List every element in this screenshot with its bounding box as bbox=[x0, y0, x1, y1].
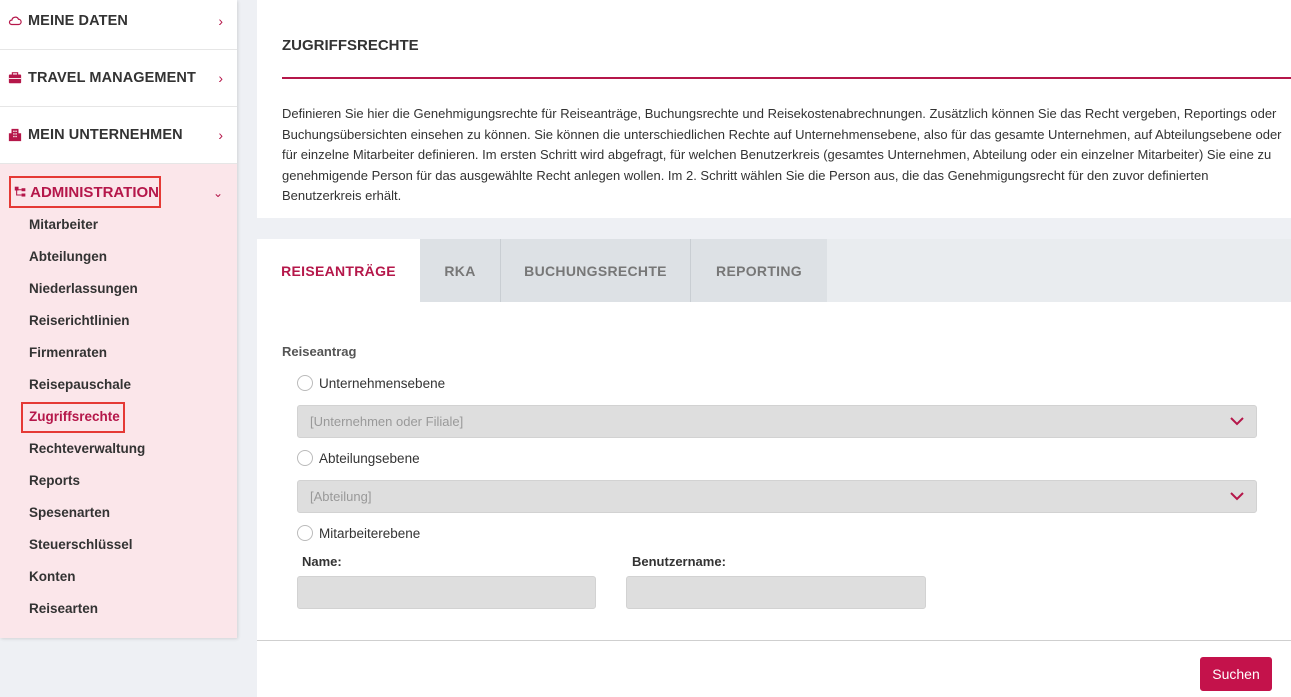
sidebar-subitem-spesenarten[interactable]: Spesenarten bbox=[29, 505, 111, 520]
name-input[interactable] bbox=[297, 576, 596, 609]
title-divider bbox=[282, 77, 1291, 79]
cloud-icon bbox=[8, 14, 22, 28]
sidebar-item-administration[interactable] bbox=[9, 176, 161, 208]
header-panel bbox=[257, 0, 1291, 218]
chevron-down-icon bbox=[1230, 489, 1244, 503]
radio-button[interactable] bbox=[297, 375, 313, 391]
radio-abteilungsebene[interactable] bbox=[297, 450, 420, 466]
radio-label: Abteilungsebene bbox=[319, 450, 420, 466]
sidebar-admin-section bbox=[0, 164, 237, 638]
department-select[interactable] bbox=[297, 480, 1257, 513]
radio-mitarbeiterebene[interactable] bbox=[297, 525, 420, 541]
sidebar-subitem-steuerschlüssel[interactable]: Steuerschlüssel bbox=[29, 537, 133, 552]
search-button[interactable]: Suchen bbox=[1200, 657, 1272, 691]
username-input[interactable] bbox=[626, 576, 926, 609]
radio-button[interactable] bbox=[297, 450, 313, 466]
company-select[interactable] bbox=[297, 405, 1257, 438]
chevron-right-icon: › bbox=[218, 127, 223, 143]
sidebar-item-label: MEINE DATEN bbox=[28, 13, 128, 29]
tab-reporting[interactable]: REPORTING bbox=[691, 239, 827, 302]
sidebar bbox=[0, 0, 237, 638]
radio-button[interactable] bbox=[297, 525, 313, 541]
sidebar-subitem-reisepauschale[interactable]: Reisepauschale bbox=[29, 377, 132, 392]
tab-content bbox=[257, 302, 1291, 697]
sidebar-subitem-rechteverwaltung[interactable]: Rechteverwaltung bbox=[29, 441, 146, 456]
tab-rka[interactable]: RKA bbox=[420, 239, 500, 302]
sidebar-subitem-mitarbeiter[interactable]: Mitarbeiter bbox=[29, 217, 99, 232]
select-placeholder: [Unternehmen oder Filiale] bbox=[310, 414, 464, 429]
sidebar-item-label: ADMINISTRATION bbox=[30, 183, 159, 201]
chevron-right-icon: › bbox=[218, 70, 223, 86]
sidebar-subitem-zugriffsrechte[interactable]: Zugriffsrechte bbox=[29, 409, 120, 424]
tab-reiseantraege[interactable]: REISEANTRÄGE bbox=[257, 239, 420, 302]
section-label: Reiseantrag bbox=[282, 344, 357, 359]
sidebar-item-meine-daten[interactable] bbox=[0, 0, 237, 50]
sidebar-subitem-reports[interactable]: Reports bbox=[29, 473, 81, 488]
radio-label: Mitarbeiterebene bbox=[319, 525, 421, 541]
briefcase-icon bbox=[8, 71, 22, 85]
form-divider bbox=[257, 640, 1291, 641]
radio-unternehmensebene[interactable] bbox=[297, 375, 445, 391]
sidebar-item-travel-management[interactable] bbox=[0, 50, 237, 107]
page-title: ZUGRIFFSRECHTE bbox=[282, 37, 419, 54]
sidebar-item-label: MEIN UNTERNEHMEN bbox=[28, 127, 183, 143]
select-placeholder: [Abteilung] bbox=[310, 489, 372, 504]
sidebar-item-label: TRAVEL MANAGEMENT bbox=[28, 70, 196, 86]
sidebar-subitem-abteilungen[interactable]: Abteilungen bbox=[29, 249, 107, 264]
radio-label: Unternehmensebene bbox=[319, 375, 446, 391]
chevron-down-icon[interactable]: ⌄ bbox=[212, 186, 223, 200]
tab-bar bbox=[257, 239, 1291, 302]
chevron-down-icon bbox=[1230, 414, 1244, 428]
sidebar-subitem-reisearten[interactable]: Reisearten bbox=[29, 601, 99, 616]
page-description: Definieren Sie hier die Genehmigungsrechte für Reiseanträge, Buchungsrechte und Reisekostenabrechnungen. Zusätzlich können Sie das Recht vergeben, Reportings oder Buchungsübersichten einsehen zu können. Sie können die unterschiedlichen Rechte auf Unternehmensebene, also für das gesamte Unternehmen, auf Abteilungsebene oder für einzelne Mitarbeiter definieren. Im ersten Schritt wird abgefragt, für welchen Benutzerkreis (gesamtes Unternehmen, Abteilung oder ein einzelner Mitarbeiter) Sie eine zu genehmigende Person für das ausgewählte Recht anlegen wollen. Im 2. Schritt wählen Sie die Person aus, die das Genehmigungsrecht für den zuvor definierten Benutzerkreis erhält. bbox=[282, 106, 1282, 203]
sidebar-subitem-reiserichtlinien[interactable]: Reiserichtlinien bbox=[29, 313, 130, 328]
name-label: Name: bbox=[302, 554, 342, 569]
org-chart-icon bbox=[14, 185, 26, 199]
sidebar-subitem-niederlassungen[interactable]: Niederlassungen bbox=[29, 281, 138, 296]
username-label: Benutzername: bbox=[632, 554, 726, 569]
tab-buchungsrechte[interactable]: BUCHUNGSRECHTE bbox=[501, 239, 690, 302]
chevron-right-icon: › bbox=[218, 13, 223, 29]
building-icon bbox=[8, 128, 22, 142]
sidebar-subitem-konten[interactable]: Konten bbox=[29, 569, 76, 584]
sidebar-item-mein-unternehmen[interactable] bbox=[0, 107, 237, 164]
sidebar-subitem-firmenraten[interactable]: Firmenraten bbox=[29, 345, 108, 360]
